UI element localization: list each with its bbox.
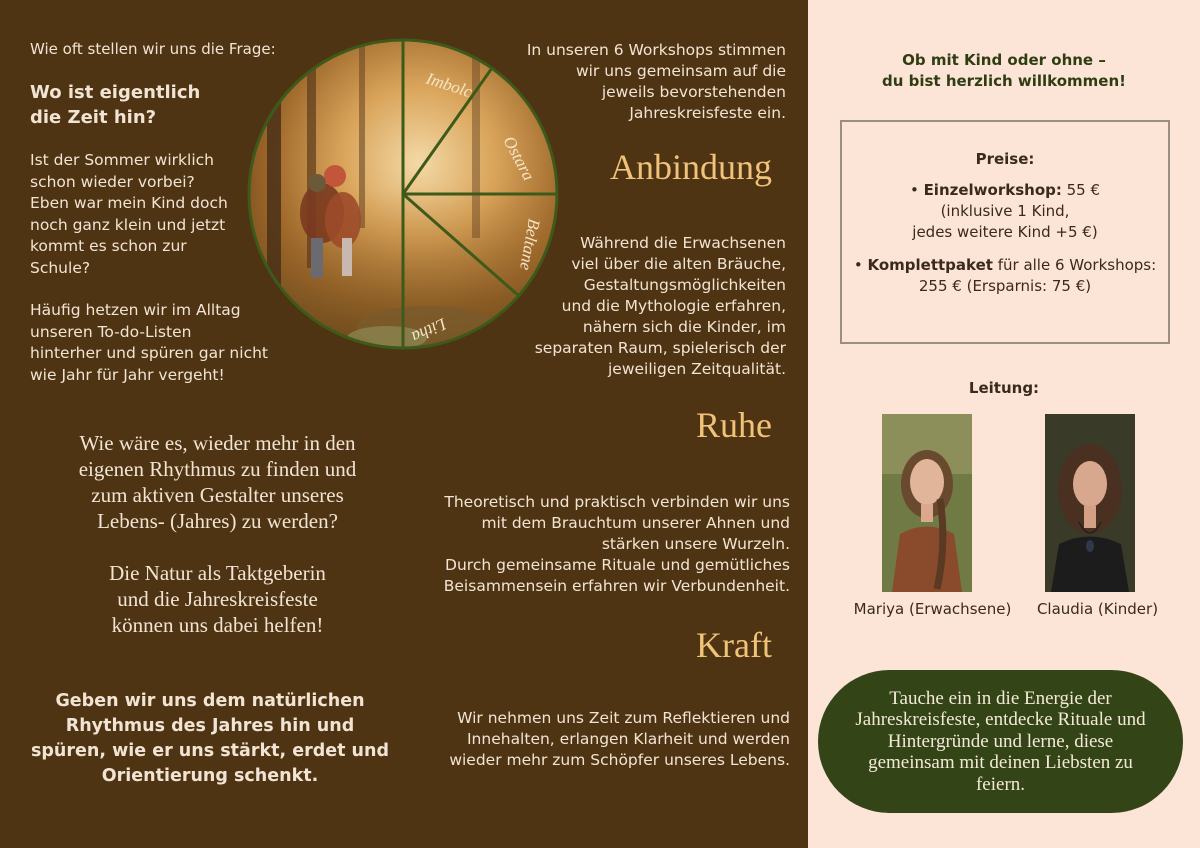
text-line: wir uns gemeinsam auf die	[575, 62, 786, 80]
prices-title: Preise:	[975, 150, 1035, 168]
price-line: • Komplettpaket für alle 6 Workshops:	[853, 256, 1157, 274]
wheel-label-ostara: Ostara	[499, 132, 539, 184]
workshop-intro	[496, 40, 786, 124]
text-line: und die Mythologie erfahren,	[561, 297, 786, 315]
text-line: noch ganz klein und jetzt	[30, 215, 226, 234]
price-value: 55 €	[1066, 181, 1101, 199]
heading-anbindung: Anbindung	[610, 147, 772, 187]
text-line: Ob mit Kind oder ohne –	[902, 51, 1106, 69]
price-desc: für alle 6 Workshops:	[997, 256, 1157, 274]
text-line: wieder mehr zum Schöpfer unseres Lebens.	[449, 751, 790, 769]
cta-text: Tauche ein in die Energie der Jahreskreisfeste, entdecke Rituale und Hintergründe und lerne, diese gemeinsam mit deinen Liebsten zu feiern.	[855, 687, 1146, 795]
wheel-label-litha: Litha	[408, 314, 450, 347]
headline-line-2: die Zeit hin?	[30, 107, 157, 128]
closing-statement	[20, 689, 400, 789]
text-line: jeweils bevorstehenden	[601, 83, 786, 101]
caption-claudia: Claudia (Kinder)	[1036, 600, 1159, 618]
text-line: nähern sich die Kinder, im	[582, 318, 786, 336]
photo-mariya	[882, 414, 972, 592]
text-line: Ist der Sommer wirklich	[30, 151, 214, 169]
text-line: Innehalten, erlangen Klarheit und werden	[466, 730, 790, 748]
text-line: Wir nehmen uns Zeit zum Reflektieren und	[457, 709, 790, 727]
wheel-label-beltane: Beltane	[516, 217, 544, 272]
wheel-label-imbolc: Imbolc	[423, 68, 475, 102]
text-line: jeweiligen Zeitqualität.	[608, 360, 786, 378]
price-note: jedes weitere Kind +5 €)	[912, 223, 1098, 241]
text-line: Eben war mein Kind doch	[30, 194, 228, 212]
text-line: wie Jahr für Jahr vergeht!	[30, 365, 225, 384]
text-line: Lebens- (Jahres) zu werden?	[97, 509, 338, 533]
heading-ruhe: Ruhe	[696, 405, 772, 445]
text-line: Beisammensein erfahren wir Verbundenheit.	[443, 577, 790, 595]
anbindung-text	[496, 233, 786, 380]
text-line: Wie wäre es, wieder mehr in den	[79, 431, 356, 455]
text-line: Durch gemeinsame Rituale und gemütliches	[445, 556, 790, 574]
text-line: Während die Erwachsenen	[580, 234, 786, 252]
text-line: viel über die alten Bräuche,	[571, 255, 786, 273]
kraft-text	[420, 708, 790, 771]
price-box	[840, 120, 1170, 344]
text-line: Theoretisch und praktisch verbinden wir uns	[444, 493, 790, 511]
text-line: mit dem Brauchtum unserer Ahnen und	[481, 514, 790, 532]
text-line: unseren To-do-Listen	[30, 322, 192, 341]
text-line: Geben wir uns dem natürlichen	[55, 691, 365, 711]
text-line: Häufig hetzen wir im Alltag	[30, 301, 241, 319]
text-line: Gestaltungsmöglichkeiten	[583, 276, 786, 294]
text-line: spüren, wie er uns stärkt, erdet und	[30, 741, 389, 761]
text-line: du bist herzlich willkommen!	[881, 72, 1126, 90]
price-item-label: Einzelworkshop:	[923, 181, 1062, 199]
price-value: 255 € (Ersparnis: 75 €)	[918, 277, 1092, 295]
text-line: schon wieder vorbei?	[30, 172, 195, 191]
price-item-package	[842, 255, 1168, 297]
text-line: eigenen Rhythmus zu finden und	[78, 457, 357, 481]
text-line: zum aktiven Gestalter unseres	[91, 483, 344, 507]
text-line: Die Natur als Taktgeberin	[109, 561, 326, 585]
heading-kraft: Kraft	[696, 625, 772, 665]
text-line: und die Jahreskreisfeste	[117, 587, 318, 611]
price-item-label: Komplettpaket	[867, 256, 993, 274]
text-line: stärken unsere Wurzeln.	[601, 535, 790, 553]
leitung-title: Leitung:	[968, 379, 1040, 397]
quote-rhythmus	[20, 430, 415, 534]
text-line: hinterher und spüren gar nicht	[30, 344, 268, 362]
text-line: kommt es schon zur	[30, 237, 187, 255]
intro-question: Wie oft stellen wir uns die Frage:	[30, 40, 276, 58]
cta-banner	[818, 670, 1183, 813]
quote-natur	[20, 560, 415, 638]
portrait-mariya	[882, 414, 972, 592]
text-line: separaten Raum, spielerisch der	[534, 339, 786, 357]
text-line: Orientierung schenkt.	[101, 766, 319, 786]
text-line: Schule?	[30, 258, 91, 277]
price-line: • Einzelworkshop: 55 €	[909, 181, 1101, 199]
ruhe-text	[420, 492, 790, 597]
text-line: Jahreskreisfeste ein.	[629, 104, 786, 122]
price-note: (inklusive 1 Kind,	[940, 202, 1070, 220]
caption-mariya: Mariya (Erwachsene)	[853, 600, 1012, 618]
left-paragraph-1	[30, 150, 280, 279]
text-line: können uns dabei helfen!	[111, 613, 324, 637]
portrait-claudia	[1045, 414, 1135, 592]
photo-claudia	[1045, 414, 1135, 592]
price-item-single	[842, 180, 1168, 243]
headline-line-1: Wo ist eigentlich	[30, 82, 201, 103]
headline	[30, 80, 270, 130]
text-line: In unseren 6 Workshops stimmen	[526, 41, 786, 59]
text-line: Rhythmus des Jahres hin und	[65, 716, 355, 736]
welcome-text	[808, 50, 1200, 92]
